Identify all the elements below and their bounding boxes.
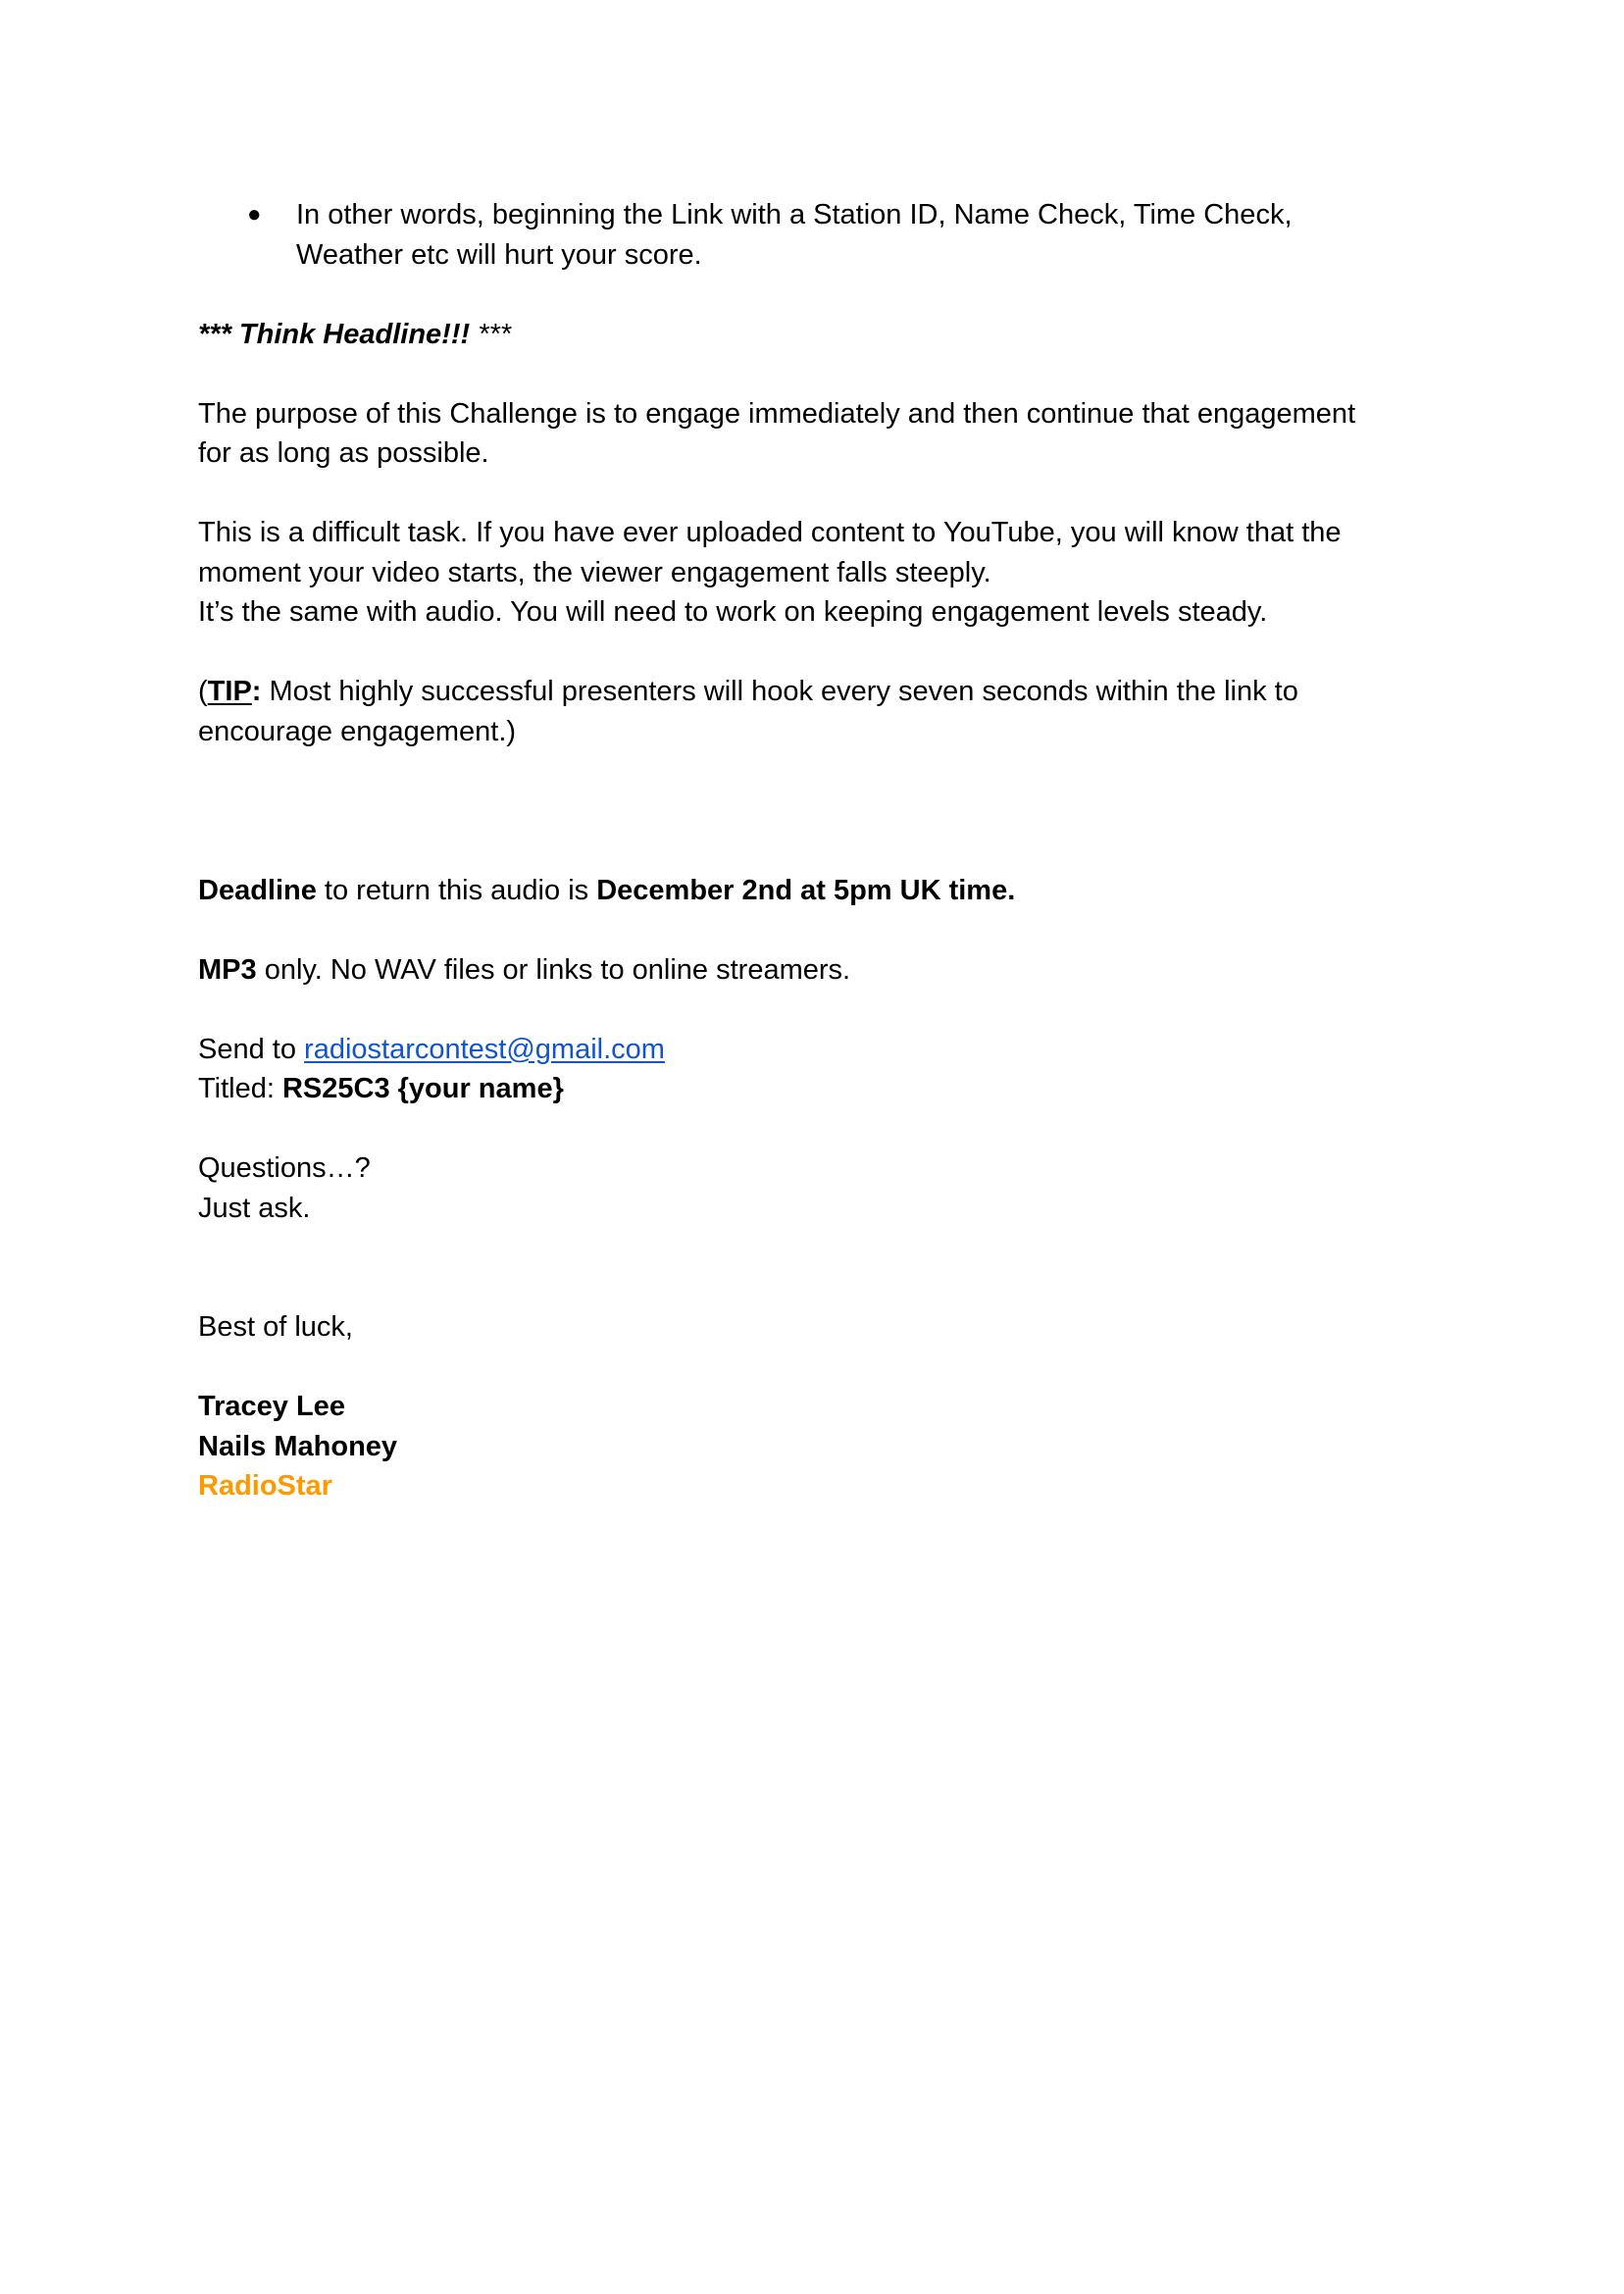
closing-line: Best of luck,	[198, 1311, 353, 1343]
spacer	[198, 633, 1434, 673]
difficulty-line-1: This is a difficult task. If you have ever uploaded content to YouTube, you will know that the	[198, 517, 1342, 548]
spacer	[198, 354, 1434, 394]
tip-line-1	[198, 672, 1434, 712]
deadline-date: December 2nd at 5pm UK time.	[596, 874, 1016, 906]
tip-text: Most highly successful presenters will hook every seven seconds within the link to	[261, 676, 1298, 707]
difficulty-paragraph	[198, 513, 1434, 633]
tip-line-2: encourage engagement.)	[198, 715, 517, 747]
questions-line-1: Questions…?	[198, 1152, 371, 1184]
brand-name: RadioStar	[198, 1470, 332, 1502]
spacer	[198, 1228, 1434, 1268]
purpose-line-1: The purpose of this Challenge is to engage immediately and then continue that engagement	[198, 397, 1356, 430]
tip-paragraph	[198, 672, 1434, 751]
headline-prefix: ***	[198, 318, 231, 350]
spacer	[198, 474, 1434, 514]
signature-block	[198, 1387, 1434, 1506]
email-link[interactable]: radiostarcontest@gmail.com	[304, 1033, 665, 1065]
deadline-line	[198, 871, 1434, 911]
spacer	[198, 1348, 1434, 1388]
questions-line-2: Just ask.	[198, 1192, 311, 1224]
spacer	[198, 831, 1434, 871]
difficulty-line-3: It’s the same with audio. You will need to work on keeping engagement levels steady.	[198, 596, 1268, 628]
deadline-label: Deadline	[198, 874, 317, 906]
deadline-text: to return this audio is	[316, 874, 597, 906]
spacer	[198, 990, 1434, 1030]
difficulty-line-2: moment your video starts, the viewer engagement falls steeply.	[198, 556, 991, 588]
title-format: RS25C3 {your name}	[281, 1073, 564, 1104]
list-item	[198, 195, 1434, 275]
spacer	[198, 1268, 1434, 1308]
spacer	[198, 910, 1434, 950]
bullet-text-line-1: In other words, beginning the Link with a Station ID, Name Check, Time Check,	[296, 199, 1293, 230]
purpose-line-2: for as long as possible.	[198, 437, 489, 469]
send-to-label: Send to	[198, 1033, 305, 1065]
spacer	[198, 1109, 1434, 1149]
purpose-paragraph	[198, 394, 1434, 474]
tip-open-paren: (	[198, 676, 208, 707]
format-text: only. No WAV files or links to online streamers.	[256, 953, 851, 986]
titled-line	[198, 1069, 1434, 1109]
headline-text: Think Headline!!!	[238, 318, 471, 350]
titled-label: Titled:	[198, 1073, 282, 1104]
format-label: MP3	[198, 953, 257, 986]
spacer	[198, 791, 1434, 832]
headline-suffix: ***	[470, 318, 512, 350]
bullet-icon: ●	[247, 201, 262, 228]
headline	[198, 315, 1434, 355]
questions-paragraph	[198, 1148, 1434, 1228]
document-page	[198, 195, 1434, 1506]
signature-name-2: Nails Mahoney	[198, 1430, 398, 1462]
spacer	[198, 751, 1434, 791]
tip-colon: :	[251, 676, 262, 707]
format-line	[198, 950, 1434, 991]
bullet-text-line-2: Weather etc will hurt your score.	[296, 238, 702, 271]
spacer	[198, 275, 1434, 315]
tip-label: TIP	[207, 676, 252, 707]
send-to-line	[198, 1030, 1434, 1070]
signature-name-1: Tracey Lee	[198, 1391, 345, 1422]
